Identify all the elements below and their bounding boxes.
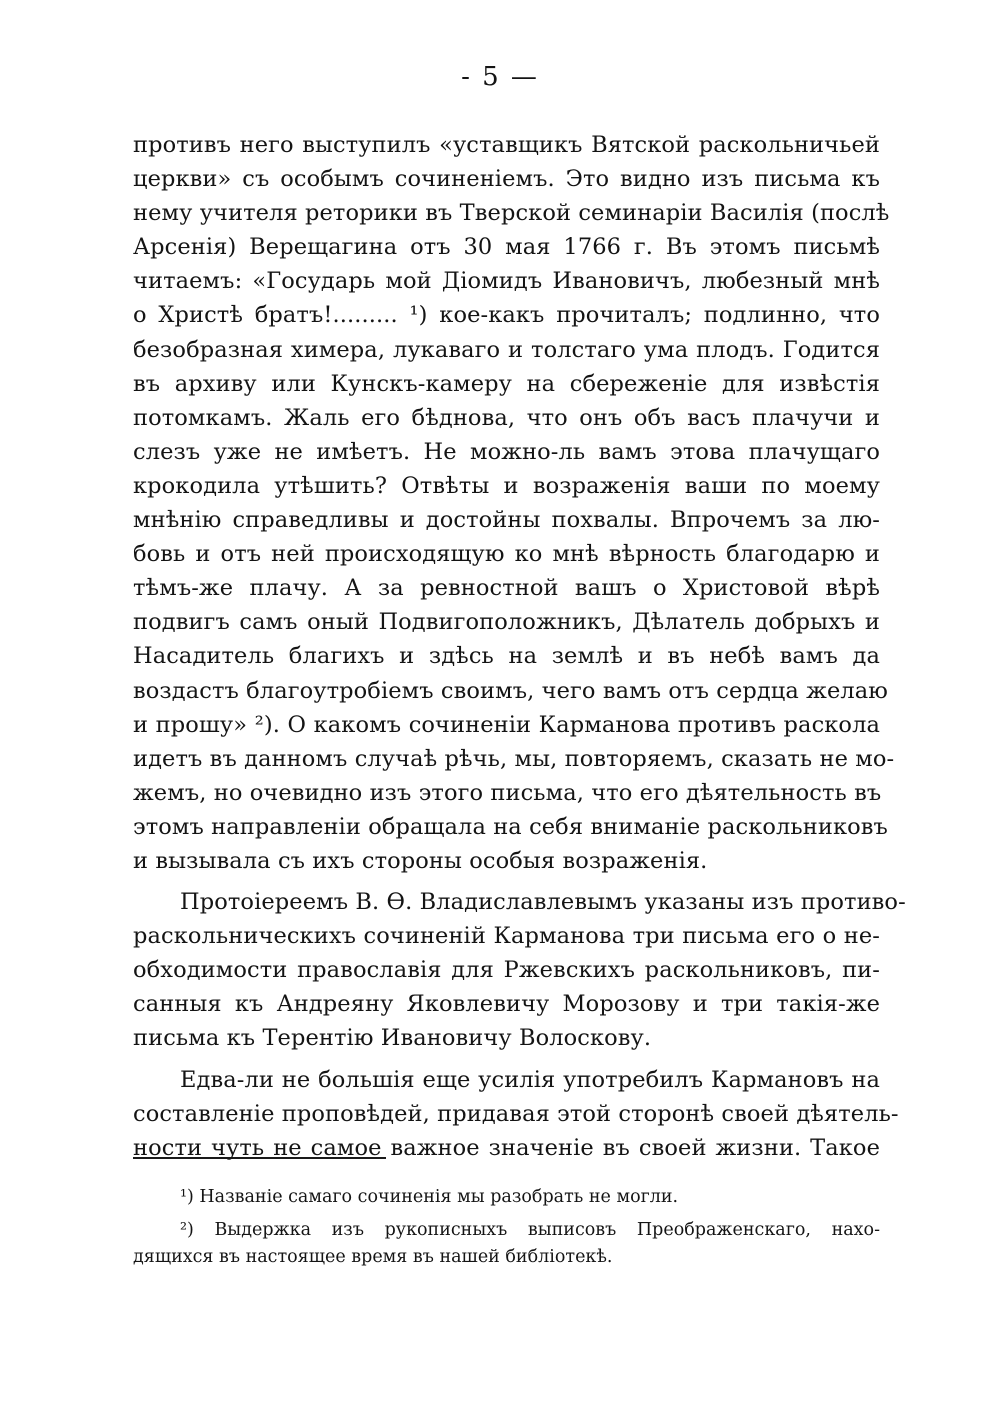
text-line: составленіе проповѣдей, придавая этой сторонѣ своей дѣятель- xyxy=(133,1100,899,1127)
footnote-1: ¹) Названіе самаго сочиненія мы разобрать не могли. xyxy=(180,1187,679,1207)
text-line: воздастъ благоутробіемъ своимъ, чего вамъ отъ сердца желаю xyxy=(133,677,888,704)
text-line: жемъ, но очевидно изъ этого письма, что его дѣятельность въ xyxy=(133,779,882,806)
text-line: раскольническихъ сочиненій Карманова три письма его о не- xyxy=(133,923,880,950)
text-line: церкви» съ особымъ сочиненіемъ. Это видно изъ письма къ xyxy=(133,166,880,193)
text-line: ности чуть не самое важное значеніе въ своей жизни. Такое xyxy=(133,1134,880,1161)
text-line: въ архиву или Кунскъ-камеру на сбереженіе для извѣстія xyxy=(133,370,880,397)
text-line: безобразная химера, лукаваго и толстаго ума плодъ. Годится xyxy=(133,336,880,363)
footnote-2: ²) Выдержка изъ рукописныхъ выписовъ Преображенскаго, нахо- xyxy=(180,1220,880,1240)
text-line: Насадитель благихъ и здѣсь на землѣ и въ небѣ вамъ да xyxy=(133,643,880,670)
text-line: и вызывала съ ихъ стороны особыя возраженія. xyxy=(133,847,708,874)
footnotes xyxy=(133,1184,880,1271)
footnote-divider xyxy=(133,1157,386,1159)
text-line: санныя къ Андреяну Яковлевичу Морозову и три такія-же xyxy=(133,991,880,1018)
text-line: бовь и отъ ней происходящую ко мнѣ вѣрность благодарю и xyxy=(133,541,880,568)
text-line: читаемъ: «Государь мой Діомидъ Ивановичъ, любезный мнѣ xyxy=(133,268,880,295)
text-line: Протоіереемъ В. Ѳ. Владиславлевымъ указаны изъ противо- xyxy=(180,889,906,916)
text-line: крокодила утѣшить? Отвѣты и возраженія ваши по моему xyxy=(133,472,880,499)
main-text xyxy=(133,128,906,1165)
text-line: нему учителя реторики въ Тверской семинаріи Василія (послѣ xyxy=(133,200,890,227)
page-number: - 5 — xyxy=(461,62,539,92)
text-line: письма къ Терентію Ивановичу Волоскову. xyxy=(133,1025,652,1052)
footnote-2-continued: дящихся въ настоящее время въ нашей библіотекѣ. xyxy=(133,1247,613,1267)
text-line: тѣмъ-же плачу. А за ревностной вашъ о Христовой вѣрѣ xyxy=(133,575,880,602)
text-line: этомъ направленіи обращала на себя вниманіе раскольниковъ xyxy=(133,813,888,840)
text-line: и прошу» ²). О какомъ сочиненіи Карманова противъ раскола xyxy=(133,711,880,738)
text-line: подвигъ самъ оный Подвигоположникъ, Дѣлатель добрыхъ и xyxy=(133,609,880,636)
text-line: слезъ уже не имѣетъ. Не можно-ль вамъ этова плачущаго xyxy=(133,438,880,465)
text-line: мнѣнію справедливы и достойны похвалы. Впрочемъ за лю- xyxy=(133,507,880,534)
text-line: обходимости православія для Ржевскихъ раскольниковъ, пи- xyxy=(133,957,880,984)
text-line: Едва-ли не большія еще усилія употребилъ Кармановъ на xyxy=(180,1066,880,1093)
text-line: Арсенія) Верещагина отъ 30 мая 1766 г. Въ этомъ письмѣ xyxy=(133,234,880,261)
text-line: идетъ въ данномъ случаѣ рѣчь, мы, повторяемъ, сказать не мо- xyxy=(133,745,895,772)
text-line: о Христѣ братъ!......... ¹) кое-какъ прочиталъ; подлинно, что xyxy=(133,302,880,329)
text-line: потомкамъ. Жаль его бѣднова, что онъ объ васъ плачучи и xyxy=(133,404,880,431)
text-line: противъ него выступилъ «уставщикъ Вятской раскольничьей xyxy=(133,132,880,158)
